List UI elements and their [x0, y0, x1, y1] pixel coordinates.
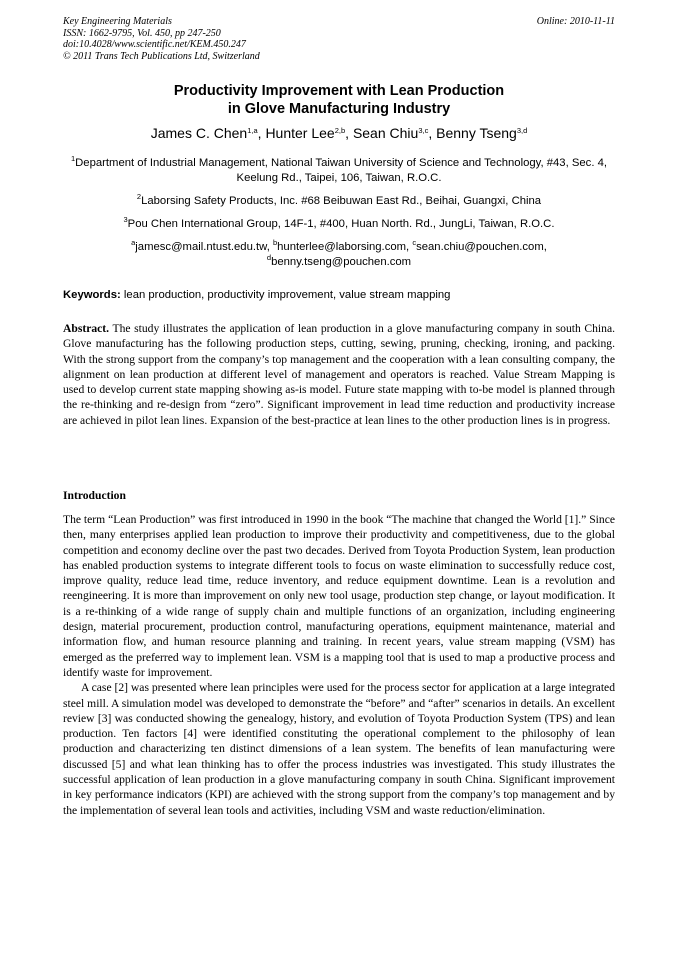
journal-copyright: © 2011 Trans Tech Publications Ltd, Switzerland — [63, 50, 260, 62]
section-heading-introduction: Introduction — [63, 489, 126, 502]
online-date: Online: 2010-11-11 — [536, 16, 615, 27]
abstract-label: Abstract. — [63, 322, 110, 335]
title-line-1: Productivity Improvement with Lean Production — [173, 83, 505, 99]
affiliations — [63, 156, 615, 270]
author-superscript: 3,d — [516, 126, 528, 135]
email-link[interactable]: hunterlee@laborsing.com, — [277, 241, 413, 253]
email-link[interactable]: sean.chiu@pouchen.com, — [416, 241, 547, 253]
keywords — [63, 288, 615, 302]
author-list — [0, 124, 678, 142]
author-separator: , — [257, 125, 266, 141]
journal-name: Key Engineering Materials — [63, 16, 172, 27]
introduction-paragraph: The term “Lean Production” was first introduced in 1990 in the book “The machine that changed the World [1].” Since then, many enterprises applied lean production to improve their productivity and competitiveness, due to the global competition and economy decline over the past two decades. Derived from Toyota Production System, lean production has enabled production systems to integrate different tools to focus on waste elimination to successfully reduce cost, improve quality, reduce lead time, reduce inventory, and reduce equipment downtime. Lean is a revolution and reengineering. It is more than improvement on only new tool usage, production step change, or layout modification. It is a re-thinking of a wide range of supply chain and multiple functions of an organization, including engineering design, material procurement, production control, manufacturing operations, equipment maintenance, material and information flow, and human resource planning and training. In recent years, value stream mapping (VSM) has emerged as the preferred way to implement lean. VSM is a mapping tool that is used to map a productive process and identify waste for improvement. — [63, 513, 615, 679]
email-superscript: a — [131, 238, 136, 247]
journal-doi: doi:10.4028/www.scientific.net/KEM.450.247 — [63, 39, 246, 50]
author-separator: , — [428, 125, 437, 141]
abstract-text: The study illustrates the application of lean production in a glove manufacturing company in south China. Glove manufacturing has the following production steps, cutting, sewing, pruning, checking, ironing, and packing. With the strong support from the company’s top management and the cooperation with a lean consulting company, the alignment on lean production at different level of management and operators is reached. Value Stream Mapping is used to develop current state mapping showing as-is model. Future state mapping with to-be model is planned through the re-thinking and re-design from “zero”. Significant improvement in lead time reduction and productivity increase are achieved in pilot lean lines. Expansion of the best-practice at lean lines to the other production lines is in progress. — [63, 322, 615, 427]
author-name: James C. Chen — [150, 125, 248, 141]
author-superscript: 1,a — [247, 126, 258, 135]
affiliation — [63, 217, 615, 232]
author-name: Hunter Lee — [265, 125, 335, 141]
email-link[interactable]: benny.tseng@pouchen.com — [271, 256, 412, 268]
keywords-text: lean production, productivity improvement, value stream mapping — [120, 289, 451, 301]
affiliation-superscript: 2 — [136, 192, 142, 201]
keywords-label: Keywords: — [63, 289, 121, 301]
affiliation-superscript: 3 — [123, 215, 128, 224]
author-superscript: 2,b — [334, 126, 346, 135]
affiliation-superscript: 1 — [70, 154, 76, 163]
author-name: Benny Tseng — [436, 125, 517, 141]
author-name: Sean Chiu — [352, 125, 419, 141]
email-link[interactable]: jamesc@mail.ntust.edu.tw, — [135, 241, 273, 253]
abstract — [63, 321, 615, 428]
email-superscript: b — [272, 238, 278, 247]
email-superscript: c — [412, 238, 417, 247]
email-superscript: d — [266, 253, 272, 262]
paper-title — [0, 82, 678, 118]
affiliation-text: Pou Chen International Group, 14F-1, #400, Huan North. Rd., JungLi, Taiwan, R.O.C. — [127, 218, 555, 230]
author-separator: , — [345, 125, 353, 141]
journal-issn: ISSN: 1662-9795, Vol. 450, pp 247-250 — [63, 27, 221, 39]
introduction-body — [63, 512, 615, 818]
affiliation — [63, 156, 615, 186]
affiliation — [63, 194, 615, 209]
affiliation-text: Laborsing Safety Products, Inc. #68 Beibuwan East Rd., Beihai, Guangxi, China — [141, 195, 542, 207]
journal-header — [63, 16, 615, 62]
author-emails — [63, 240, 615, 270]
author-superscript: 3,c — [418, 126, 429, 135]
affiliation-text: Department of Industrial Management, National Taiwan University of Science and Technology, #43, Sec. 4, Keelung Rd., Taipei, 106, Taiwan, R.O.C. — [75, 157, 608, 184]
introduction-paragraph: A case [2] was presented where lean principles were used for the process sector for application at a large integrated steel mill. A simulation model was developed to demonstrate the “before” and “after” scenarios in details. An excellent review [3] was conducted showing the genealogy, history, and evolution of Toyota Production System (TPS) and lean production. Ten factors [4] were identified constituting the operational complement to the philosophy of lean production and characterizing ten distinct dimensions of a lean system. The benefits of lean manufacturing were discussed [5] and what lean thinking has to offer the process industries was investigated. This study illustrates the successful application of lean production in a glove manufacturing company in south China. Significant improvement in key performance indicators (KPI) are achieved with the strong support from the company’s top management and by the implementation of several lean tools and activities, including VSM and waste reduction/elimination. — [63, 681, 615, 817]
title-line-2: in Glove Manufacturing Industry — [227, 101, 451, 117]
